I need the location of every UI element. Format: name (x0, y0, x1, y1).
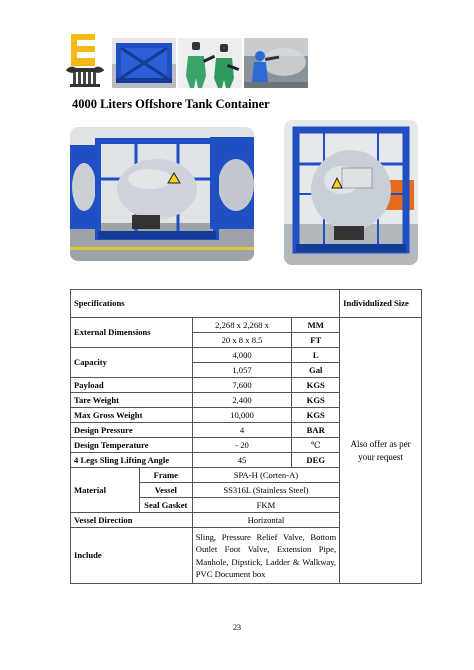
external-dimensions-ft-unit: FT (292, 333, 340, 348)
external-dimensions-mm-value: 2,268 x 2,268 x (192, 318, 292, 333)
payload-value: 7,600 (192, 378, 292, 393)
sling-lifting-angle-value: 45 (192, 453, 292, 468)
design-temperature-label: Design Temperature (71, 438, 193, 453)
table-row (71, 318, 422, 333)
individualized-size-header: Individulized Size (340, 290, 422, 318)
spray-painting-photo (244, 38, 308, 88)
external-dimensions-ft-value: 20 x 8 x 8.5 (192, 333, 292, 348)
tare-weight-value: 2,400 (192, 393, 292, 408)
include-label: Include (71, 528, 193, 584)
design-temperature-unit: ℃ (292, 438, 340, 453)
external-dimensions-mm-unit: MM (292, 318, 340, 333)
sling-lifting-angle-label: 4 Legs Sling Lifting Angle (71, 453, 193, 468)
material-seal-gasket-value: FKM (192, 498, 339, 513)
tare-weight-unit: KGS (292, 393, 340, 408)
tank-container-photo-right (284, 120, 418, 265)
payload-label: Payload (71, 378, 193, 393)
material-seal-gasket-label: Seal Gasket (139, 498, 192, 513)
tank-container-photo-left (70, 127, 254, 261)
material-frame-label: Frame (139, 468, 192, 483)
spec-table (70, 289, 422, 584)
page-title: 4000 Liters Offshore Tank Container (72, 97, 270, 111)
vessel-direction-value: Horizontal (192, 513, 339, 528)
tank-frame-photo (112, 38, 176, 88)
design-pressure-unit: BAR (292, 423, 340, 438)
capacity-liters-unit: L (292, 348, 340, 363)
also-offer-note: Also offer as per your request (340, 318, 422, 584)
table-row (71, 290, 422, 318)
material-frame-value: SPA-H (Corten-A) (192, 468, 339, 483)
material-vessel-value: SS316L (Stainless Steel) (192, 483, 339, 498)
sling-lifting-angle-unit: DEG (292, 453, 340, 468)
material-vessel-label: Vessel (139, 483, 192, 498)
material-label: Material (71, 468, 140, 513)
capacity-gal-unit: Gal (292, 363, 340, 378)
max-gross-weight-unit: KGS (292, 408, 340, 423)
page-number: 23 (233, 623, 241, 632)
specifications-header: Specifications (71, 290, 340, 318)
include-value: Sling, Pressure Relief Valve, Bottom Outlet Foot Valve, Extension Pipe, Manhole, Dipstick, Ladder & Walkway, PVC Document box (192, 528, 339, 584)
design-temperature-value: - 20 (192, 438, 292, 453)
vessel-direction-label: Vessel Direction (71, 513, 193, 528)
max-gross-weight-value: 10,000 (192, 408, 292, 423)
capacity-label: Capacity (71, 348, 193, 378)
design-pressure-label: Design Pressure (71, 423, 193, 438)
payload-unit: KGS (292, 378, 340, 393)
capacity-gal-value: 1,057 (192, 363, 292, 378)
column-pillar-icon (66, 32, 104, 88)
design-pressure-value: 4 (192, 423, 292, 438)
capacity-liters-value: 4,000 (192, 348, 292, 363)
external-dimensions-label: External Dimensions (71, 318, 193, 348)
tare-weight-label: Tare Weight (71, 393, 193, 408)
sandblasting-workers-photo (178, 38, 242, 88)
max-gross-weight-label: Max Gross Weight (71, 408, 193, 423)
